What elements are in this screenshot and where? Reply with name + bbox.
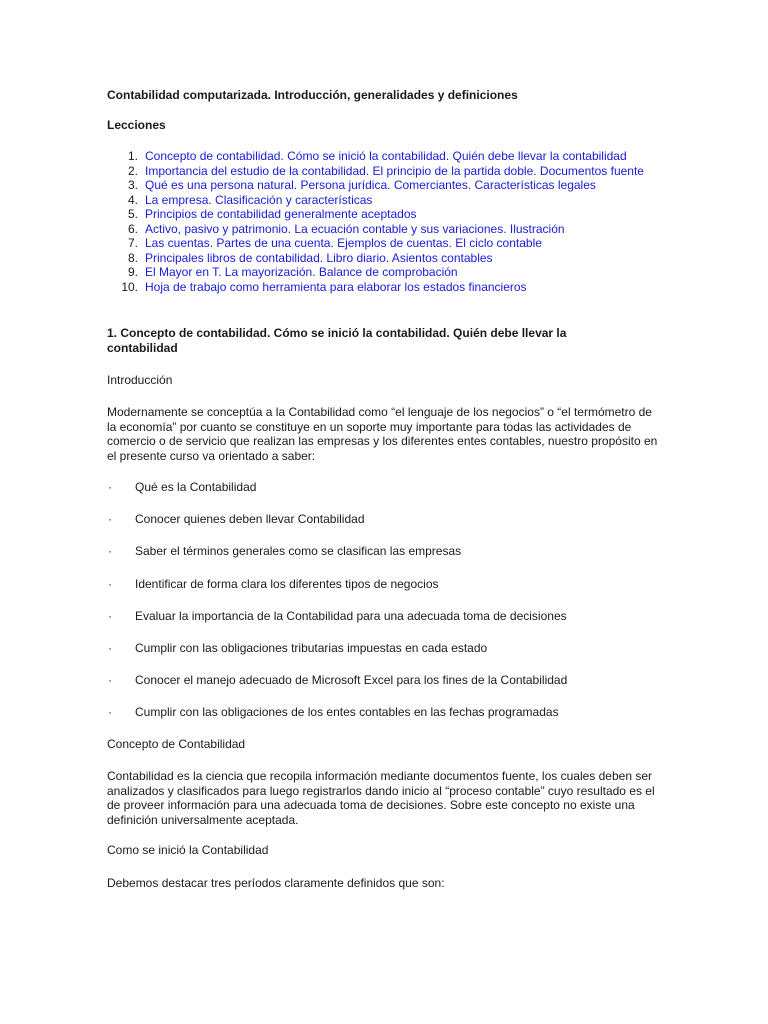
lesson-number: 8. — [127, 250, 138, 265]
lesson-link-4[interactable]: La empresa. Clasificación y características — [145, 192, 373, 207]
lesson-item — [107, 236, 667, 251]
periods-paragraph: Debemos destacar tres períodos claramente definidos que son: — [107, 876, 445, 890]
lesson-number: 9. — [127, 265, 138, 279]
lesson-number: 2. — [127, 163, 138, 178]
lesson-item — [107, 265, 667, 280]
lesson-number: 6. — [127, 221, 138, 236]
lesson-number: 7. — [127, 236, 138, 250]
bullet-icon: · — [108, 608, 112, 623]
lessons-list — [107, 149, 667, 294]
list-item — [107, 544, 667, 576]
lesson-number: 1. — [127, 149, 138, 163]
lesson-link-2[interactable]: Importancia del estudio de la contabilidad. El principio de la partida doble. Documentos fuente — [145, 163, 644, 178]
bullet-icon: · — [108, 512, 112, 527]
list-item-text: Cumplir con las obligaciones tributarias impuestas en cada estado — [135, 640, 488, 655]
lesson-item — [107, 149, 667, 164]
bullet-icon: · — [108, 640, 112, 655]
lesson-item — [107, 178, 667, 193]
list-item — [107, 641, 667, 673]
lesson-number: 5. — [127, 207, 138, 221]
lesson-link-6[interactable]: Activo, pasivo y patrimonio. La ecuación contable y sus variaciones. Ilustración — [145, 221, 565, 236]
lesson-link-7[interactable]: Las cuentas. Partes de una cuenta. Ejemplos de cuentas. El ciclo contable — [145, 236, 542, 250]
list-item — [107, 705, 667, 737]
lesson-item — [107, 193, 667, 208]
list-item — [107, 577, 667, 609]
bullet-icon: · — [108, 673, 112, 688]
goals-list — [107, 480, 667, 738]
list-item-text: Identificar de forma clara los diferentes tipos de negocios — [135, 576, 439, 591]
origin-label: Como se inició la Contabilidad — [107, 843, 269, 857]
intro-paragraph: Modernamente se conceptúa a la Contabilidad como “el lenguaje de los negocios” o “el termómetro de la economía” por cuanto se constituye en un soporte muy importante para todas las actividades de comercio o de servicio que realizan las empresas y los diferentes entes contables, nuestro propósito en el presente curso va orientado a saber: — [107, 405, 658, 463]
lesson-link-3[interactable]: Qué es una persona natural. Persona jurídica. Comerciantes. Características legales — [145, 178, 596, 192]
lesson-item — [107, 207, 667, 222]
lesson-link-5[interactable]: Principios de contabilidad generalmente aceptados — [145, 207, 417, 221]
section-heading: 1. Concepto de contabilidad. Cómo se inició la contabilidad. Quién debe llevar la contabilidad — [107, 326, 567, 355]
lesson-item — [107, 280, 667, 295]
list-item-text: Cumplir con las obligaciones de los entes contables en las fechas programadas — [135, 705, 559, 720]
lesson-item — [107, 222, 667, 237]
lesson-item — [107, 251, 667, 266]
list-item — [107, 480, 667, 512]
list-item — [107, 609, 667, 641]
list-item — [107, 512, 667, 544]
list-item-text: Conocer quienes deben llevar Contabilidad — [135, 512, 365, 527]
lessons-heading: Lecciones — [107, 118, 166, 132]
intro-label: Introducción — [107, 373, 173, 387]
concept-label: Concepto de Contabilidad — [107, 737, 246, 751]
list-item-text: Saber el términos generales como se clasifican las empresas — [135, 544, 462, 559]
bullet-icon: · — [108, 480, 112, 494]
lesson-number: 3. — [127, 178, 138, 192]
document-title: Contabilidad computarizada. Introducción, generalidades y definiciones — [107, 88, 518, 102]
list-item-text: Evaluar la importancia de la Contabilidad para una adecuada toma de decisiones — [135, 608, 567, 623]
list-item — [107, 673, 667, 705]
concept-paragraph: Contabilidad es la ciencia que recopila información mediante documentos fuente, los cuales deben ser analizados y clasificados para luego registrarlos dando inicio al “proceso contable” cuyo resultado es el de proveer información para una adecuada toma de decisiones. Sobre este concepto no existe una definición universalmente aceptada. — [107, 769, 655, 827]
lesson-link-8[interactable]: Principales libros de contabilidad. Libro diario. Asientos contables — [145, 250, 493, 265]
lesson-link-9[interactable]: El Mayor en T. La mayorización. Balance de comprobación — [145, 265, 458, 279]
lesson-number: 10. — [121, 279, 138, 294]
lesson-link-10[interactable]: Hoja de trabajo como herramienta para elaborar los estados financieros — [145, 279, 527, 294]
list-item-text: Conocer el manejo adecuado de Microsoft Excel para los fines de la Contabilidad — [135, 673, 568, 688]
bullet-icon: · — [108, 544, 112, 559]
bullet-icon: · — [108, 705, 112, 720]
lesson-link-1[interactable]: Concepto de contabilidad. Cómo se inició la contabilidad. Quién debe llevar la contabilidad — [145, 149, 627, 163]
list-item-text: Qué es la Contabilidad — [135, 480, 257, 494]
bullet-icon: · — [108, 576, 112, 591]
lesson-number: 4. — [127, 192, 138, 207]
lesson-item — [107, 164, 667, 179]
